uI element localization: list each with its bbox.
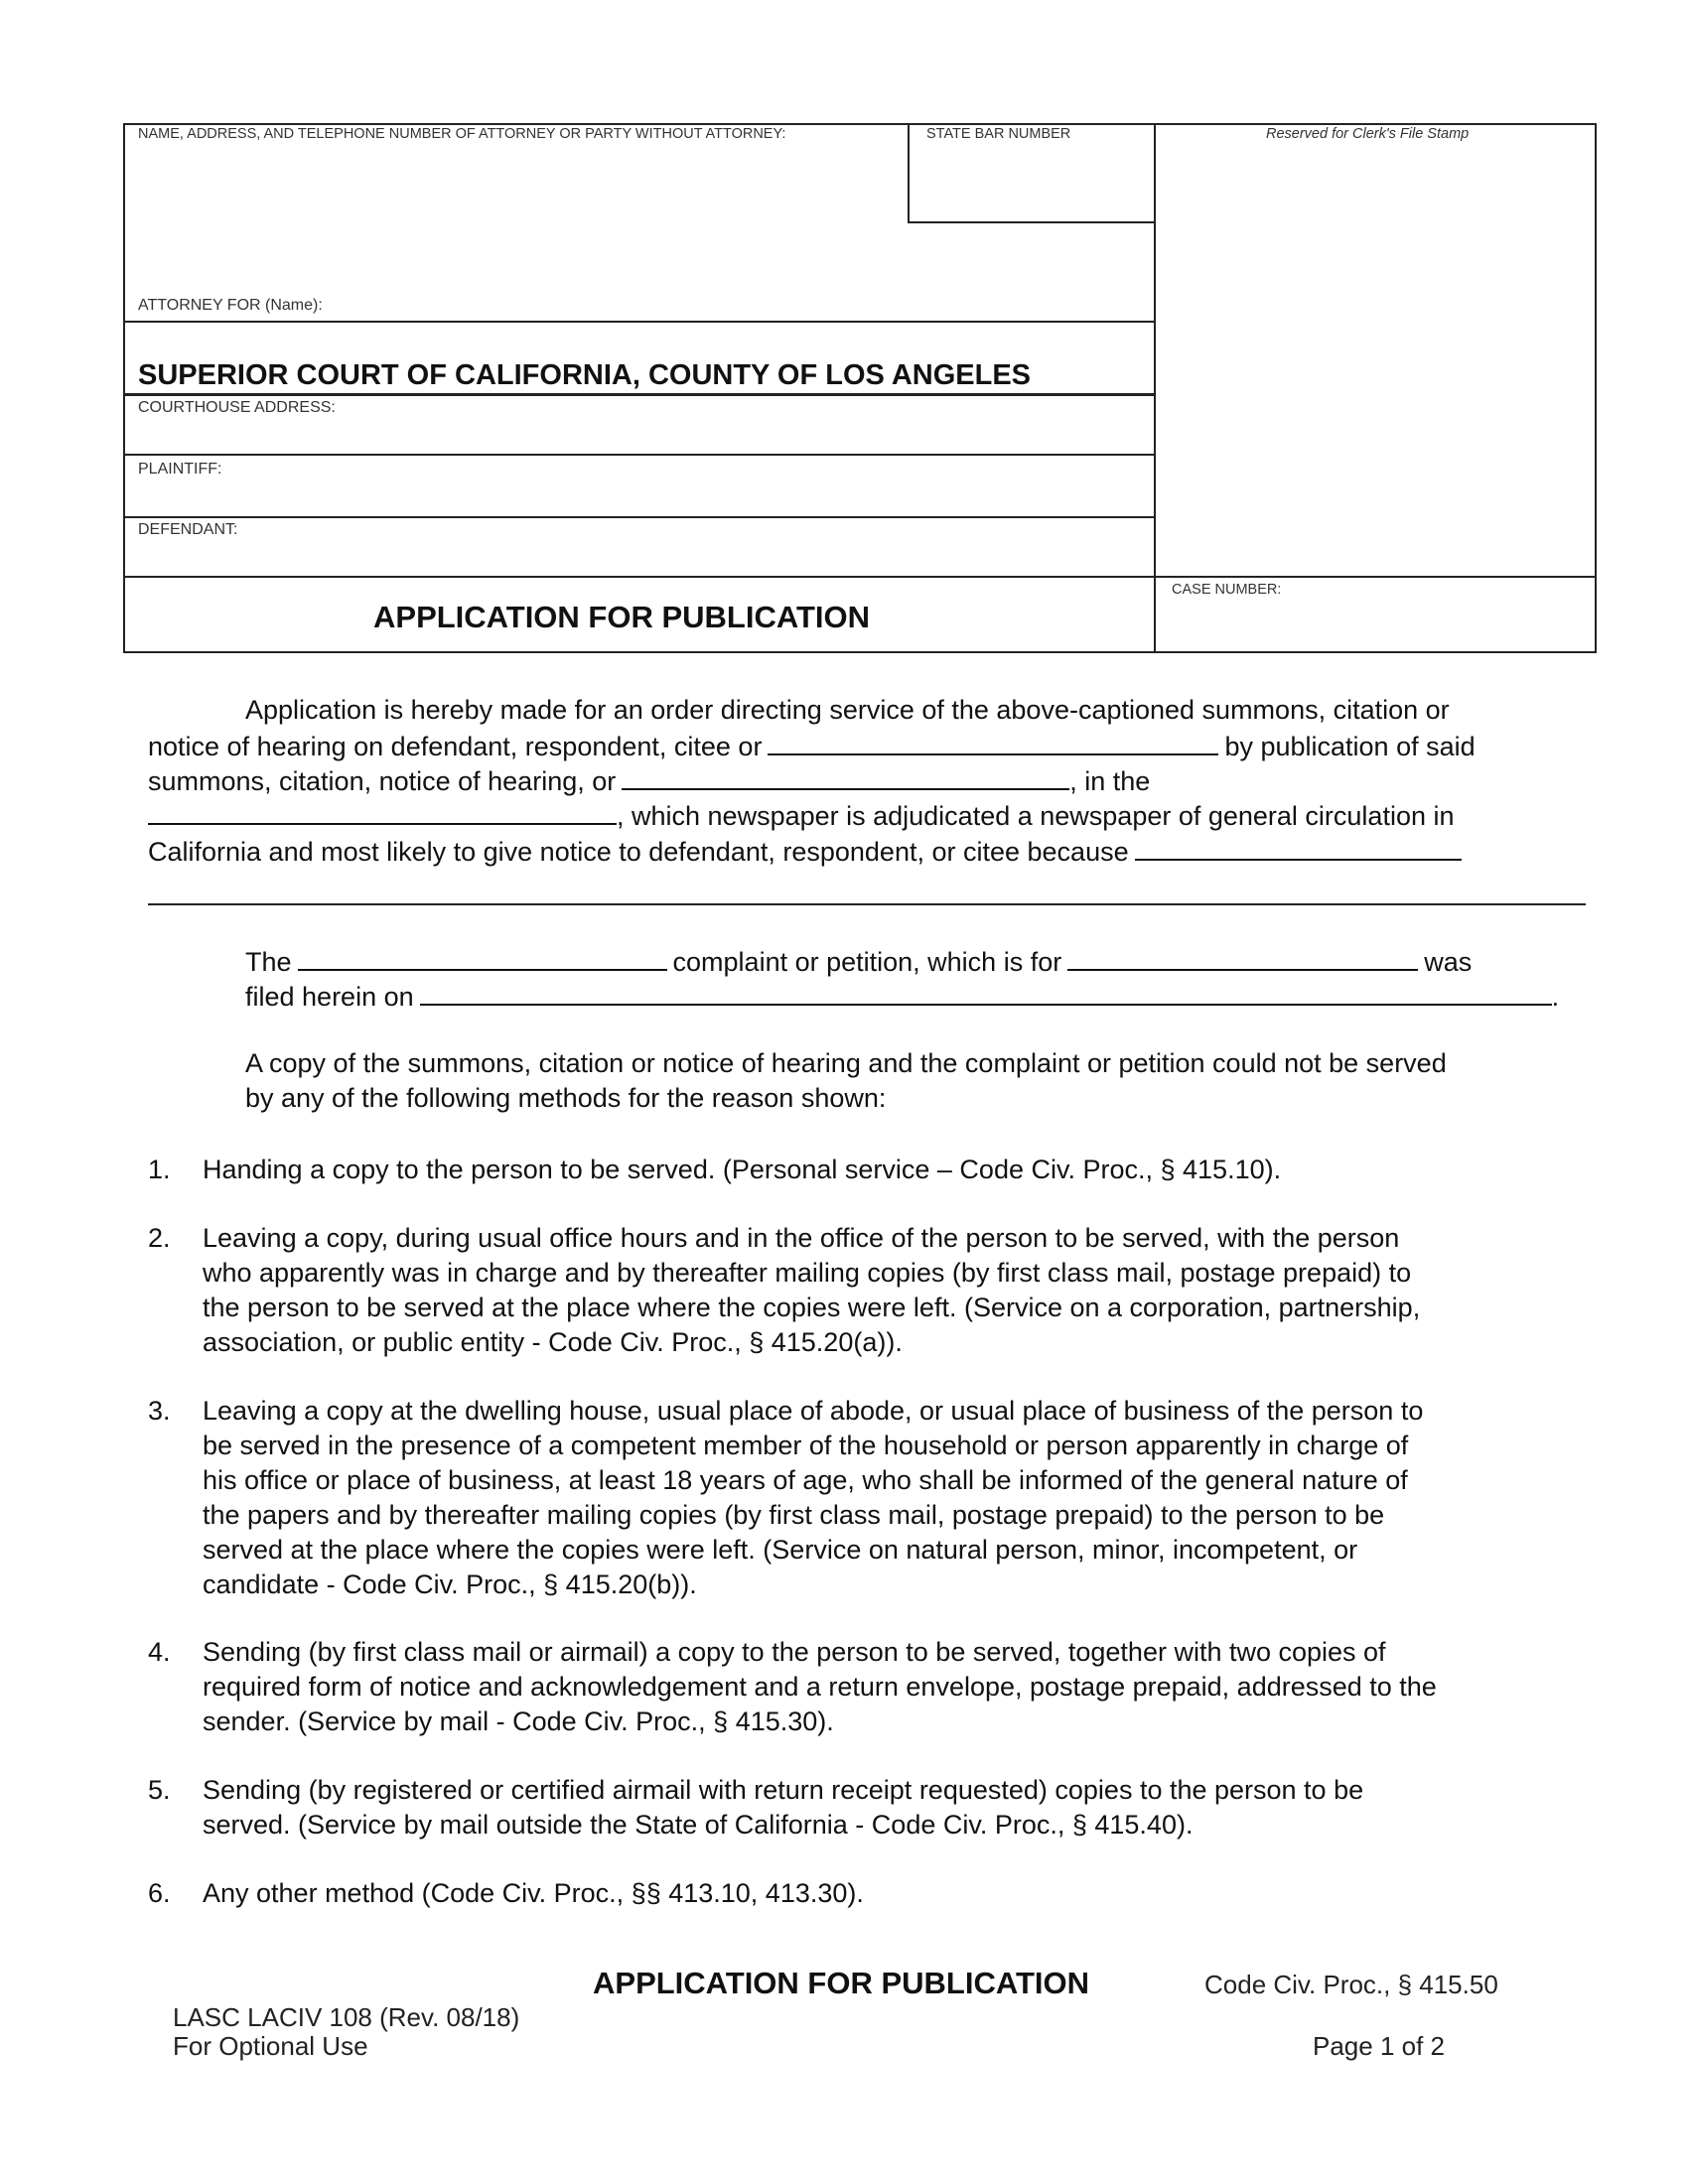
item-text: sender. (Service by mail - Code Civ. Proc., § 415.30).	[203, 1706, 834, 1736]
methods-intro	[245, 1046, 1635, 1116]
paragraph-line	[148, 762, 1150, 799]
text: notice of hearing on defendant, respondent, citee or	[148, 732, 763, 761]
paragraph-line	[245, 693, 1450, 728]
text: , which newspaper is adjudicated a newspaper of general circulation in	[617, 801, 1455, 831]
document-blank[interactable]	[622, 762, 1069, 790]
item-text: required form of notice and acknowledgement and a return envelope, postage prepaid, addressed to the	[203, 1672, 1437, 1702]
text: .	[1551, 982, 1560, 1012]
text: by any of the following methods for the reason shown:	[245, 1083, 887, 1113]
method-item	[203, 1394, 1593, 1602]
item-text: be served in the presence of a competent member of the household or person apparently in charge of	[203, 1431, 1409, 1460]
text: A copy of the summons, citation or notice of hearing and the complaint or petition could not be served	[245, 1048, 1447, 1078]
paragraph-line	[148, 833, 1468, 870]
item-number: 2.	[148, 1223, 171, 1253]
complaint-type-blank[interactable]	[298, 943, 667, 971]
item-text: Handing a copy to the person to be served. (Personal service – Code Civ. Proc., § 415.10).	[203, 1155, 1282, 1184]
plaintiff-field[interactable]: PLAINTIFF:	[138, 461, 222, 478]
divider	[123, 576, 1597, 578]
item-text: who apparently was in charge and by thereafter mailing copies (by first class mail, postage prepaid) to	[203, 1258, 1412, 1288]
clerk-stamp-label: Reserved for Clerk's File Stamp	[1266, 126, 1470, 142]
courthouse-address-field[interactable]: COURTHOUSE ADDRESS:	[138, 399, 336, 416]
item-number: 3.	[148, 1396, 171, 1426]
paragraph-line	[245, 978, 1559, 1015]
method-item	[203, 1773, 1593, 1843]
divider	[908, 221, 1156, 223]
item-text: Leaving a copy at the dwelling house, usual place of abode, or usual place of business of the person to	[203, 1396, 1424, 1426]
reason-blank-continued[interactable]	[148, 903, 1586, 905]
text: The	[245, 947, 292, 977]
item-text: candidate - Code Civ. Proc., § 415.20(b)).	[203, 1570, 697, 1599]
divider	[908, 123, 910, 223]
state-bar-field[interactable]: STATE BAR NUMBER	[926, 126, 1071, 142]
divider	[123, 393, 1156, 396]
text: was	[1424, 947, 1473, 977]
item-text: Leaving a copy, during usual office hours and in the office of the person to be served, with the person	[203, 1223, 1400, 1253]
text: , in the	[1069, 766, 1151, 796]
item-text: Sending (by registered or certified airmail with return receipt requested) copies to the person to be	[203, 1775, 1364, 1805]
item-text: association, or public entity - Code Civ. Proc., § 415.20(a)).	[203, 1327, 903, 1357]
text: Application is hereby made for an order directing service of the above-captioned summons, citation or	[245, 695, 1450, 725]
divider	[1154, 123, 1156, 653]
method-item	[203, 1876, 1593, 1911]
text: by publication of said	[1224, 732, 1476, 761]
paragraph-line	[245, 943, 1472, 980]
item-text: the papers and by thereafter mailing copies (by first class mail, postage prepaid) to the person to be	[203, 1500, 1385, 1530]
complaint-purpose-blank[interactable]	[1067, 943, 1418, 971]
footer-code: Code Civ. Proc., § 415.50	[1204, 1970, 1498, 1999]
optional-use: For Optional Use	[173, 2031, 368, 2061]
page-number: Page 1 of 2	[1313, 2031, 1445, 2061]
attorney-for-field[interactable]: ATTORNEY FOR (Name):	[138, 297, 323, 314]
item-number: 1.	[148, 1155, 171, 1184]
paragraph-line	[148, 797, 1455, 834]
method-item	[203, 1153, 1593, 1187]
text: filed herein on	[245, 982, 414, 1012]
text: complaint or petition, which is for	[672, 947, 1062, 977]
divider	[123, 454, 1156, 456]
item-number: 4.	[148, 1637, 171, 1667]
text: summons, citation, notice of hearing, or	[148, 766, 617, 796]
item-number: 5.	[148, 1775, 171, 1805]
form-id: LASC LACIV 108 (Rev. 08/18)	[173, 2002, 520, 2032]
text: California and most likely to give notice to defendant, respondent, or citee because	[148, 837, 1129, 867]
item-text: the person to be served at the place where the copies were left. (Service on a corporation, partnership,	[203, 1293, 1421, 1322]
divider	[123, 516, 1156, 518]
court-name: SUPERIOR COURT OF CALIFORNIA, COUNTY OF LOS ANGELES	[138, 359, 1032, 391]
item-text: Sending (by first class mail or airmail) a copy to the person to be served, together with two copies of	[203, 1637, 1386, 1667]
method-item	[203, 1221, 1593, 1360]
case-number-field[interactable]: CASE NUMBER:	[1172, 582, 1282, 598]
divider	[123, 321, 1156, 323]
item-number: 6.	[148, 1878, 171, 1908]
method-item	[203, 1635, 1593, 1739]
item-text: served. (Service by mail outside the State of California - Code Civ. Proc., § 415.40).	[203, 1810, 1194, 1840]
filed-date-blank[interactable]	[420, 978, 1552, 1006]
item-text: served at the place where the copies were left. (Service on natural person, minor, incompetent, or	[203, 1535, 1358, 1565]
footer-title: APPLICATION FOR PUBLICATION	[593, 1966, 1089, 2000]
newspaper-blank[interactable]	[148, 797, 617, 825]
form-title: APPLICATION FOR PUBLICATION	[373, 600, 870, 634]
service-target-blank[interactable]	[768, 728, 1218, 755]
defendant-field[interactable]: DEFENDANT:	[138, 521, 238, 538]
reason-blank[interactable]	[1135, 833, 1462, 861]
paragraph-line	[148, 728, 1476, 764]
attorney-info-field[interactable]: NAME, ADDRESS, AND TELEPHONE NUMBER OF ATTORNEY OR PARTY WITHOUT ATTORNEY:	[138, 126, 786, 142]
item-text: Any other method (Code Civ. Proc., §§ 413.10, 413.30).	[203, 1878, 864, 1908]
item-text: his office or place of business, at least 18 years of age, who shall be informed of the general nature of	[203, 1465, 1408, 1495]
